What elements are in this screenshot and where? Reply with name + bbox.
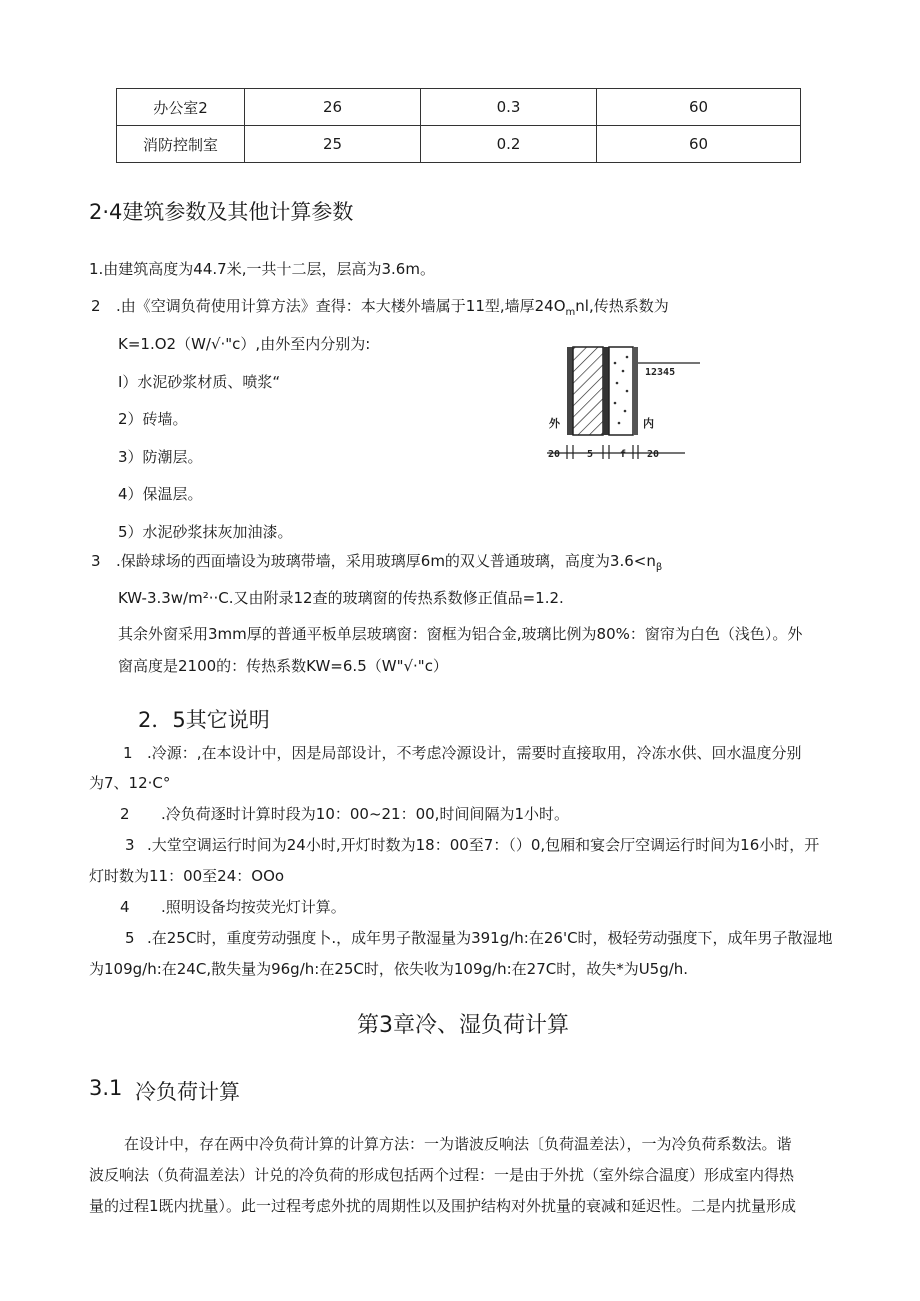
list-item: I）水泥砂浆材质、喷浆“ — [118, 373, 281, 391]
paragraph: 灯时数为11：00至24：OOo — [89, 867, 285, 885]
table-cell: 消防控制室 — [117, 126, 245, 163]
text: .保龄球场的西面墙设为玻璃带墙，采用玻璃厚6m的双乂普通玻璃，高度为3.6<n — [116, 552, 656, 570]
list-number: 1 — [123, 744, 133, 762]
list-number: 4 — [120, 898, 130, 916]
text: .由《空调负荷使用计算方法》查得：本大楼外墙属于11型,墙厚24O — [116, 297, 566, 315]
table-cell: 25 — [245, 126, 421, 163]
plaster-layer — [567, 347, 573, 435]
table-cell: 60 — [597, 126, 801, 163]
paragraph: 为109g/h:在24C,散失量为96g/h:在25C时，依失收为109g/h:在27C时，故失*为U5g/h. — [89, 960, 689, 978]
brick-layer — [573, 347, 603, 435]
paragraph: .冷源：,在本设计中，因是局部设计，不考虑冷源设计，需要时直接取用，冷冻水供、回水温度分别 — [147, 744, 802, 762]
list-item: 3）防潮层。 — [118, 448, 203, 466]
damp-proof-layer — [603, 347, 609, 435]
paragraph: .在25C时，重度劳动强度卜.，成年男子散湿量为391g/h:在26'C时，极轻劳动强度下，成年男子散湿地 — [147, 929, 833, 947]
section-heading-2-5: 2．5其它说明 — [138, 708, 270, 732]
subscript: β — [655, 562, 663, 573]
text: nl,传热系数为 — [575, 297, 669, 315]
list-number: 3 — [125, 836, 135, 854]
layer-number-label: 12345 — [645, 367, 676, 378]
paragraph: 窗高度是2100的：传热系数KW=6.5（W"√·"c） — [118, 657, 448, 675]
paragraph: 1.由建筑高度为44.7米,一共十二层，层高为3.6m。 — [89, 260, 435, 278]
wall-section-figure — [545, 343, 705, 463]
list-item: 2）砖墙。 — [118, 410, 188, 428]
inside-label: 内 — [643, 417, 654, 430]
parameter-table — [116, 88, 801, 163]
list-number: 2 — [120, 805, 130, 823]
paragraph: .冷负荷逐时计算时段为10：00~21：00,时间间隔为1小时。 — [161, 805, 569, 823]
paragraph: 波反响法（负荷温差法）计兑的冷负荷的形成包括两个过程：一是由于外扰（室外综合温度）形成室内得热 — [89, 1166, 795, 1184]
section-heading-3-1: 冷负荷计算 — [135, 1080, 240, 1104]
dimension-label: 20 — [647, 449, 660, 460]
list-number: 5 — [125, 929, 135, 947]
list-item: 5）水泥砂浆抹灰加油漆。 — [118, 523, 293, 541]
table-cell: 26 — [245, 89, 421, 126]
dimension-label: 20 — [548, 449, 561, 460]
section-number-3-1: 3.1 — [89, 1076, 123, 1100]
list-number: 3 — [91, 552, 101, 570]
chapter-title: 第3章冷、湿负荷计算 — [357, 1013, 569, 1038]
insulation-layer — [609, 347, 633, 435]
paragraph: K=1.O2（W/√·"c）,由外至内分别为: — [118, 335, 371, 353]
list-number: 2 — [91, 297, 101, 315]
table-row — [117, 126, 801, 163]
outside-label: 外 — [549, 417, 560, 430]
subscript: m — [565, 307, 576, 318]
paragraph: 其余外窗采用3mm厚的普通平板单层玻璃窗：窗框为铝合金,玻璃比例为80%：窗帘为白色（浅色）。外 — [118, 625, 803, 643]
table-row — [117, 89, 801, 126]
list-item: 4）保温层。 — [118, 485, 203, 503]
dimension-label: f — [620, 449, 627, 460]
table-cell: 办公室2 — [117, 89, 245, 126]
table-cell: 0.3 — [421, 89, 597, 126]
paragraph: 在设计中，存在两中冷负荷计算的计算方法：一为谐波反响法〔负荷温差法），一为冷负荷系数法。谐 — [124, 1135, 792, 1153]
section-heading-2-4: 2·4建筑参数及其他计算参数 — [89, 200, 354, 224]
paragraph: 为7、12·C° — [89, 774, 171, 792]
paragraph: KW-3.3w/m²··C.又由附录12查的玻璃窗的传热系数修正值品=1.2. — [118, 589, 564, 607]
paragraph: .照明设备均按荧光灯计算。 — [161, 898, 346, 916]
finish-layer — [633, 347, 638, 435]
paragraph: .大堂空调运行时间为24小时,开灯时数为18：00至7：（）0,包厢和宴会厅空调运行时间为16小时，开 — [147, 836, 820, 854]
paragraph — [116, 551, 662, 578]
paragraph — [116, 296, 669, 323]
table-cell: 60 — [597, 89, 801, 126]
dimension-label: 5 — [587, 449, 594, 460]
paragraph: 量的过程1既内扰量）。此一过程考虑外扰的周期性以及围护结构对外扰量的衰减和延迟性。二是内扰量形成 — [89, 1197, 797, 1215]
table-cell: 0.2 — [421, 126, 597, 163]
